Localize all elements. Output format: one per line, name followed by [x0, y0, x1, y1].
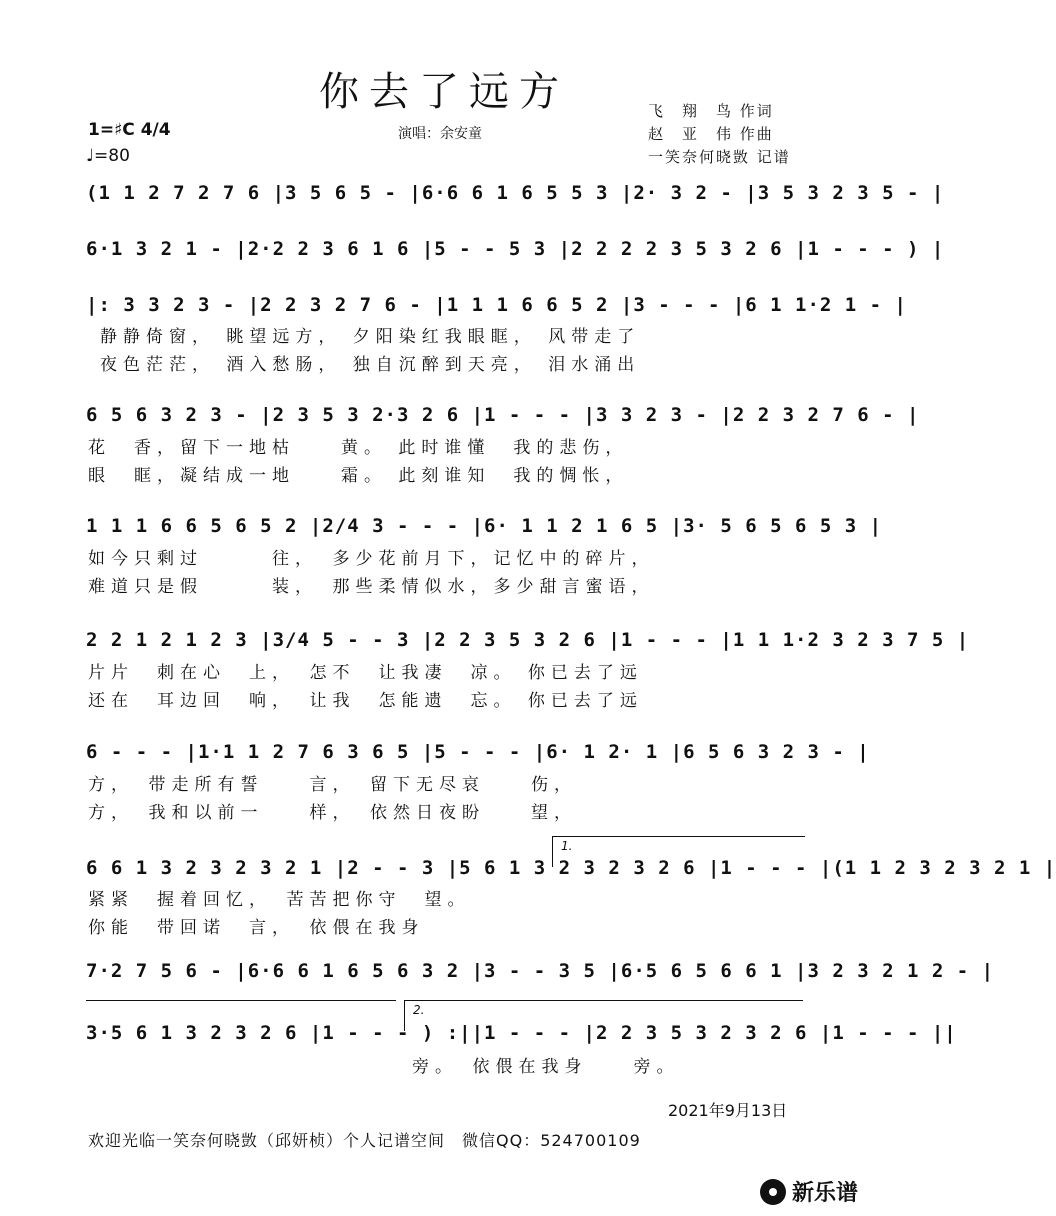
lyric-row-8-verse-2: 你能 带回诺 言， 依偎在我身 [88, 918, 425, 938]
score-row-3: |: 3 3 2 3 - |2 2 3 2 7 6 - |1 1 1 6 6 5 2 |3 - - - |6 1 1·2 1 - | [86, 294, 907, 316]
score-row-5: 1 1 1 6 6 5 6 5 2 |2/4 3 - - - |6· 1 1 2 1 6 5 |3· 5 6 5 6 5 3 | [86, 515, 883, 537]
vinyl-disc-icon [760, 1179, 786, 1205]
singer-credit: 演唱：余安童 [398, 126, 482, 142]
song-title: 你去了远方 [319, 69, 569, 115]
lyric-row-10: 旁。 依偎在我身 旁。 [412, 1057, 680, 1077]
lyric-row-7-verse-2: 方， 我和以前一 样， 依然日夜盼 望， [88, 803, 577, 823]
lyric-row-4-verse-2: 眼 眶，凝结成一地 霜。 此刻谁知 我的惆怅， [88, 466, 629, 486]
volta-2-label: 2. [413, 1003, 425, 1017]
volta-1-label: 1. [561, 839, 573, 853]
composer-credit: 赵 亚 伟 作曲 [648, 125, 774, 143]
tempo-marking: ♩=80 [86, 146, 130, 166]
lyric-row-5-verse-2: 难道只是假 装， 那些柔情似水，多少甜言蜜语， [88, 577, 655, 597]
score-row-1: (1 1 2 7 2 7 6 |3 5 6 5 - |6·6 6 1 6 5 5 3 |2· 3 2 - |3 5 3 2 3 5 - | [86, 182, 945, 204]
lyric-row-4-verse-1: 花 香，留下一地枯 黄。 此时谁懂 我的悲伤， [88, 438, 629, 458]
lyric-row-6-verse-2: 还在 耳边回 响， 让我 怎能遗 忘。 你已去了远 [88, 691, 643, 711]
score-row-9: 7·2 7 5 6 - |6·6 6 1 6 5 6 3 2 |3 - - 3 5 |6·5 6 5 6 6 1 |3 2 3 2 1 2 - | [86, 960, 995, 982]
volta-1-continuation [86, 1000, 396, 1001]
key-signature: 1=♯C 4/4 [88, 120, 171, 140]
score-row-2: 6·1 3 2 1 - |2·2 2 3 6 1 6 |5 - - 5 3 |2 2 2 2 3 5 3 2 6 |1 - - - ) | [86, 238, 945, 260]
lyric-row-3-verse-2: 夜色茫茫， 酒入愁肠， 独自沉醉到天亮， 泪水涌出 [100, 355, 641, 375]
score-row-7: 6 - - - |1·1 1 2 7 6 3 6 5 |5 - - - |6· 1 2· 1 |6 5 6 3 2 3 - | [86, 741, 870, 763]
lyric-row-3-verse-1: 静静倚窗， 眺望远方， 夕阳染红我眼眶， 风带走了 [100, 327, 641, 347]
score-date: 2021年9月13日 [668, 1101, 788, 1120]
score-row-6: 2 2 1 2 1 2 3 |3/4 5 - - 3 |2 2 3 5 3 2 6 |1 - - - |1 1 1·2 3 2 3 7 5 | [86, 629, 970, 651]
score-row-8: 6 6 1 3 2 3 2 3 2 1 |2 - - 3 |5 6 1 3 2 3 2 3 2 6 |1 - - - |(1 1 2 3 2 3 2 1 | [86, 857, 1056, 879]
transcriber-credit: 一笑奈何晓敳 记谱 [648, 148, 791, 166]
lyricist-credit: 飞 翔 鸟 作词 [648, 102, 774, 120]
lyric-row-7-verse-1: 方， 带走所有誓 言， 留下无尽哀 伤， [88, 775, 577, 795]
score-row-4: 6 5 6 3 2 3 - |2 3 5 3 2·3 2 6 |1 - - - |3 3 2 3 - |2 2 3 2 7 6 - | [86, 404, 920, 426]
footer-text: 欢迎光临一笑奈何晓敳（邱妍桢）个人记谱空间 微信QQ：524700109 [88, 1131, 641, 1150]
brand-logo [760, 1176, 858, 1207]
lyric-row-6-verse-1: 片片 刺在心 上， 怎不 让我凄 凉。 你已去了远 [88, 663, 643, 683]
score-row-10: 3·5 6 1 3 2 3 2 6 |1 - - - ) :||1 - - - |2 2 3 5 3 2 3 2 6 |1 - - - || [86, 1022, 957, 1044]
lyric-row-5-verse-1: 如今只剩过 往， 多少花前月下，记忆中的碎片， [88, 549, 655, 569]
lyric-row-8-verse-1: 紧紧 握着回忆， 苦苦把你守 望。 [88, 890, 471, 910]
brand-name: 新乐谱 [792, 1181, 859, 1206]
